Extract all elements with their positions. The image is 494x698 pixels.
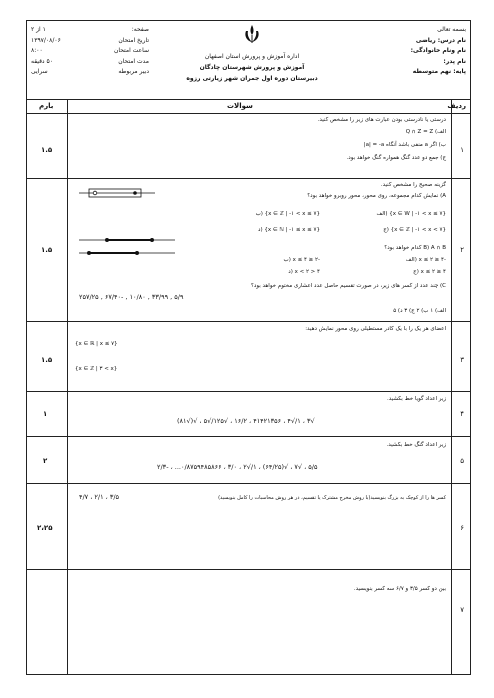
exam-sheet — [26, 20, 471, 675]
divider-4 — [27, 436, 470, 437]
question-score: ۱.۵ — [41, 246, 53, 254]
part-b-text: B) A ∩ B کدام خواهد بود؟ — [384, 245, 446, 251]
divider-6 — [27, 569, 470, 570]
question-text: بین دو کسر ۳/۵ و ۶/۷ سه کسر بنویسید. — [353, 586, 446, 592]
col-questions: سوالات — [227, 102, 253, 110]
question-number: ۷ — [460, 606, 464, 614]
header-center — [167, 23, 337, 84]
set-1: {x ∈ ℝ | x ≤ ۷} — [75, 341, 118, 347]
course-name: نام درس: ریاضی — [415, 36, 466, 44]
question-text: اعضای هر یک را با یک کادر مستطیلی روی محور نمایش دهید: — [305, 326, 446, 332]
time-value: ۸:۰۰ — [31, 47, 43, 54]
option-b: -۲ ≤ x ≤ ۴ (ب — [283, 257, 320, 263]
statement-b: ب) اگر a منفی باشد آنگاه ‎|a| = -a — [363, 142, 446, 148]
col-score: بارم — [39, 102, 54, 110]
score-divider — [67, 99, 68, 674]
student-name: نام ونام خانوادگی: — [410, 47, 466, 54]
father-name: نام پدر: — [443, 57, 466, 65]
number-line-a — [77, 187, 157, 199]
time-label: ساعت امتحان — [113, 47, 149, 54]
option-c: ۴ ≤ x ≤ ۲ (ج — [413, 269, 446, 275]
question-number: ۳ — [460, 356, 464, 364]
option-d: {x ∈ ℕ | -۱ ≤ x ≤ ۷} (د — [258, 227, 320, 233]
option-a: -۴ ≤ x ≤ ۲ (الف — [405, 257, 446, 263]
bismillah: بسمه تعالی — [437, 26, 466, 33]
number-line-b — [77, 233, 177, 261]
number-list: √۳ ، ۱/√۴ ، ۴۱۴۲۱۳۵۶ ، ۱۶/۲ ، √۱۲۵/√۵ ، √(√۸۱) — [177, 417, 315, 425]
question-text: زیر اعداد گویا خط بکشید. — [387, 396, 446, 402]
statement-c: ج) جمع دو عدد گنگ همواره گنگ خواهد بود. — [346, 155, 446, 161]
teacher-label: دبیر مربوطه — [118, 68, 149, 75]
teacher-value: سرایی — [31, 68, 48, 75]
question-text: کسر ها را از کوچک به بزرگ بنویسید(با روش مخرج مشترک یا تقسیم، در هر روش محاسبات را کامل بنویسید) — [218, 495, 446, 501]
grade: پایه: نهم متوسطه — [412, 68, 466, 75]
number-list: ۵/۵ ، √۷ ، √(۶۴/۲۵) ، ۱/√۲ ، ۳/۰ ، ۰/۸۷۵۹۴۸۵۸۶۶... ، -۲/۳ — [157, 463, 318, 471]
school-name: دبیرستان دوره اول جمران شهر زیارتی رزوه — [186, 75, 318, 82]
question-number: ۵ — [460, 457, 464, 465]
question-score: ۲ — [43, 457, 48, 465]
set-2: {x ∈ ℤ | ۳ < x} — [75, 366, 118, 372]
statement-a: الف) Q ∩ Z = Z — [405, 129, 446, 135]
option-a: {x ∈ W | -۱ < x ≤ ۷} (الف — [376, 211, 446, 217]
part-a-text: A) نمایش کدام مجموعه، روی محور، محور روبرو خواهد بود؟ — [307, 193, 446, 199]
fraction-list: ۵/۹ , ۳۳/۹۹ , ۱۰/۸۰ , -۶۷/۴۰ , ۲۵۷/۲۵ — [79, 293, 184, 301]
exam-header — [27, 21, 470, 100]
page-value: ۱ از ۲ — [31, 26, 46, 33]
column-header — [27, 99, 470, 114]
question-text: گزینه صحیح را مشخص کنید. — [380, 182, 446, 188]
question-score: ۱.۵ — [41, 146, 53, 154]
divider-1 — [27, 178, 470, 179]
date-value: ۱۳۹۷/۰۸/۰۶ — [31, 36, 61, 44]
option-d: ۴ < x < ۲ (د — [288, 269, 320, 275]
divider-2 — [27, 321, 470, 322]
question-number: ۶ — [460, 524, 464, 532]
divider-3 — [27, 391, 470, 392]
iran-emblem-icon — [241, 23, 263, 45]
question-number: ۴ — [460, 410, 464, 418]
duration-label: مدت امتحان — [118, 57, 149, 65]
org-line-1: اداره آموزش و پرورش استان اصفهان — [204, 53, 300, 60]
option-c: {x ∈ ℤ | -۱ < x < ۷} (ج — [383, 227, 446, 233]
question-score: ۲،۲۵ — [37, 524, 53, 532]
question-score: ۱.۵ — [41, 356, 53, 364]
question-score: ۱ — [43, 410, 48, 418]
question-number: ۱ — [460, 146, 464, 154]
header-right — [411, 25, 466, 78]
divider-5 — [27, 483, 470, 484]
fraction-list: ۳/۵ ، ۲/۱ ، ۴/۷ — [79, 493, 120, 501]
date-label: تاریخ امتحان — [118, 36, 149, 44]
header-left — [31, 25, 149, 78]
question-text: زیر اعداد گنگ خط بکشید. — [386, 442, 446, 448]
question-text: درستی یا نادرستی بودن عبارت های زیر را مشخص کنید. — [317, 117, 446, 123]
row-divider — [451, 99, 452, 674]
page-label: صفحه: — [131, 26, 149, 33]
part-c-options: الف) ۱ ب) ۲ ج) ۳ د) ۵ — [393, 308, 446, 314]
question-number: ۲ — [460, 246, 464, 254]
col-row: ردیف — [447, 102, 466, 110]
option-b: {x ∈ ℤ | -۱ < x ≤ ۷} (ب — [255, 211, 320, 217]
duration-value: ۵۰ دقیقه — [31, 57, 53, 65]
part-c-text: C) چند عدد از کسر های زیر، در صورت تقسیم حاصل عدد اعشاری مختوم خواهد بود؟ — [251, 283, 446, 289]
org-line-2: آموزش و پرورش شهرستان چادگان — [199, 64, 305, 71]
